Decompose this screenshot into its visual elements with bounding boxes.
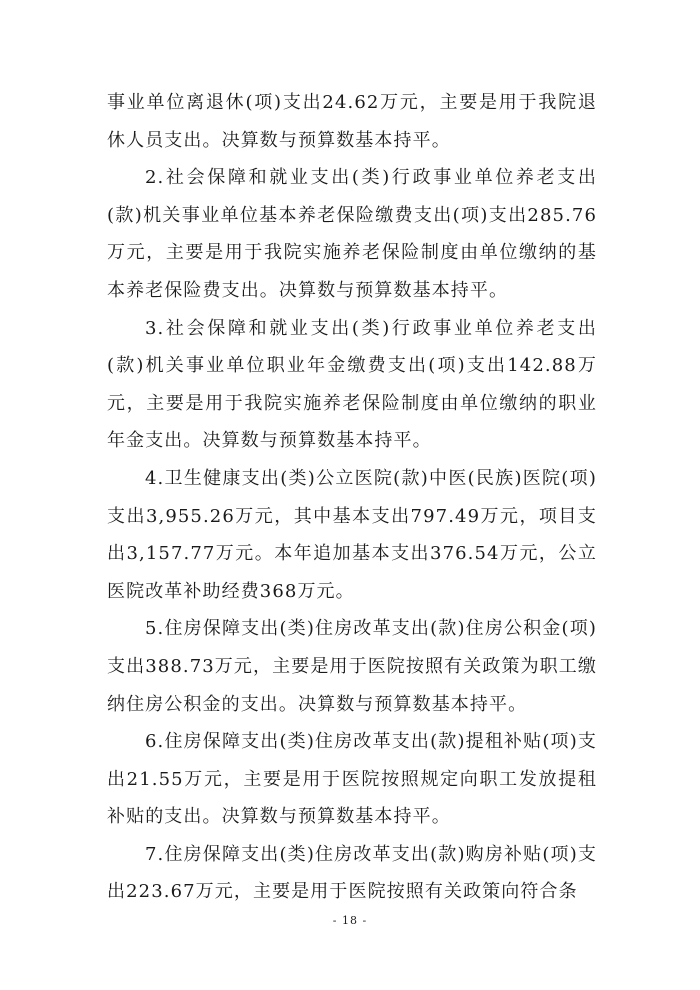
page-number: - 18 - [332, 914, 368, 927]
paragraph-item-3: 3.社会保障和就业支出(类)行政事业单位养老支出(款)机关事业单位职业年金缴费支出(项)支出142.88万元，主要是用于我院实施养老保险制度由单位缴纳的职业年金支出。决算数与预算数基本持平。 [107, 317, 597, 452]
paragraph-item-4: 4.卫生健康支出(类)公立医院(款)中医(民族)医院(项)支出3,955.26万元，其中基本支出797.49万元，项目支出3,157.77万元。本年追加基本支出376.54万元，公立医院改革补助经费368万元。 [107, 467, 597, 602]
document-body [107, 84, 597, 911]
paragraph-item-2: 2.社会保障和就业支出(类)行政事业单位养老支出(款)机关事业单位基本养老保险缴费支出(项)支出285.76万元，主要是用于我院实施养老保险制度由单位缴纳的基本养老保险费支出。决算数与预算数基本持平。 [107, 167, 597, 301]
paragraph-item-7: 7.住房保障支出(类)住房改革支出(款)购房补贴(项)支出223.67万元，主要是用于医院按照有关政策向符合条 [107, 843, 597, 903]
paragraph-item-5: 5.住房保障支出(类)住房改革支出(款)住房公积金(项)支出388.73万元，主要是用于医院按照有关政策为职工缴纳住房公积金的支出。决算数与预算数基本持平。 [107, 618, 597, 715]
paragraph-item-6: 6.住房保障支出(类)住房改革支出(款)提租补贴(项)支出21.55万元，主要是用于医院按照规定向职工发放提租补贴的支出。决算数与预算数基本持平。 [107, 731, 597, 828]
paragraph-continuation: 事业单位离退休(项)支出24.62万元，主要是用于我院退休人员支出。决算数与预算数基本持平。 [107, 92, 597, 151]
